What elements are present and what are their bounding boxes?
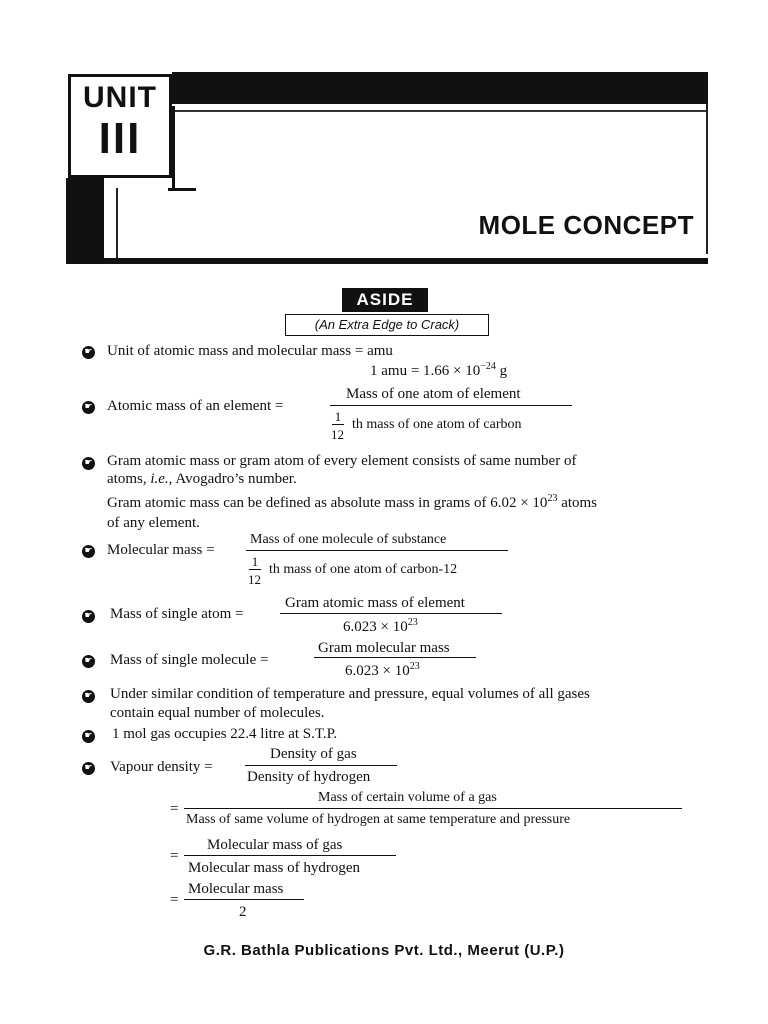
single-molecule-lhs: Mass of single molecule = xyxy=(110,652,269,668)
molecular-mass-denominator: th mass of one atom of carbon-12 xyxy=(269,562,458,577)
banner-side-bar xyxy=(66,178,104,264)
one-twelfth-line xyxy=(332,424,344,425)
chapter-banner xyxy=(66,70,708,264)
single-molecule-numerator: Gram molecular mass xyxy=(318,640,450,656)
banner-inner-rule xyxy=(116,188,118,258)
publisher-footer: G.R. Bathla Publications Pvt. Ltd., Meerut (U.P.) xyxy=(203,942,565,959)
vapour-density-numerator-2: Mass of certain volume of a gas xyxy=(318,790,497,805)
gram-atom-line-2: atoms, i.e., Avogadro’s number. xyxy=(107,471,297,487)
avogadro-law-line-2: contain equal number of molecules. xyxy=(110,705,325,721)
molar-volume: 1 mol gas occupies 22.4 litre at S.T.P. xyxy=(112,726,338,742)
molecular-mass-numerator: Mass of one molecule of substance xyxy=(250,532,447,547)
one-twelfth-numerator: 1 xyxy=(334,409,342,424)
equals-sign: = xyxy=(170,848,179,864)
one-twelfth-line xyxy=(249,569,261,570)
unit-box xyxy=(68,74,172,178)
atomic-mass-denominator: th mass of one atom of carbon xyxy=(352,417,522,432)
pointing-hand-icon: ☛ xyxy=(82,690,95,703)
gram-atom-line-3: Gram atomic mass can be defined as absolute mass in grams of $6.02 \times 10^{23}$ atoms xyxy=(107,493,598,511)
amu-value: 1 amu = $1.66 \times 10^{-24}$ g xyxy=(370,361,508,379)
banner-top-bar xyxy=(172,72,708,104)
pointing-hand-icon: ☛ xyxy=(82,457,95,470)
vapour-density-denominator: Density of hydrogen xyxy=(247,769,371,785)
fraction-line xyxy=(245,765,397,766)
atomic-mass-numerator: Mass of one atom of element xyxy=(346,386,521,402)
vapour-density-numerator: Density of gas xyxy=(270,746,357,762)
single-molecule-denominator: $6.023 \times 10^{23}$ xyxy=(345,661,420,679)
pointing-hand-icon: ☛ xyxy=(82,346,95,359)
pointing-hand-icon: ☛ xyxy=(82,762,95,775)
aside-subtitle: (An Extra Edge to Crack) xyxy=(285,314,489,336)
vapour-density-denominator-4: 2 xyxy=(239,904,247,920)
fraction-line xyxy=(330,405,572,406)
vapour-density-numerator-4: Molecular mass xyxy=(188,881,284,897)
pointing-hand-icon: ☛ xyxy=(82,610,95,623)
fraction-line xyxy=(184,899,304,900)
banner-bottom-bar xyxy=(66,258,708,264)
single-atom-lhs: Mass of single atom = xyxy=(110,606,244,622)
pointing-hand-icon: ☛ xyxy=(82,655,95,668)
vapour-density-denominator-3: Molecular mass of hydrogen xyxy=(188,860,361,876)
vapour-density-denominator-2: Mass of same volume of hydrogen at same temperature and pressure xyxy=(186,812,571,827)
atomic-mass-lhs: Atomic mass of an element = xyxy=(107,398,284,414)
fraction-line xyxy=(246,550,508,551)
pointing-hand-icon: ☛ xyxy=(82,730,95,743)
fraction-line xyxy=(184,855,396,856)
single-atom-denominator: $6.023 \times 10^{23}$ xyxy=(343,617,418,635)
fraction-line xyxy=(280,613,502,614)
molecular-mass-lhs: Molecular mass = xyxy=(107,542,215,558)
banner-hook-horizontal xyxy=(168,188,196,191)
avogadro-law-line-1: Under similar condition of temperature and pressure, equal volumes of all gases xyxy=(110,686,590,702)
equals-sign: = xyxy=(170,892,179,908)
unit-label: UNIT xyxy=(83,81,157,114)
equals-sign: = xyxy=(170,801,179,817)
one-twelfth-denominator: 12 xyxy=(331,427,344,442)
banner-right-rule xyxy=(706,104,708,254)
fraction-line xyxy=(184,808,682,809)
one-twelfth-denominator: 12 xyxy=(248,572,261,587)
gram-atom-line-4: of any element. xyxy=(107,515,200,531)
banner-hook-vertical xyxy=(172,106,175,190)
banner-rule xyxy=(172,110,708,112)
aside-label: ASIDE xyxy=(342,288,428,312)
gram-atom-line-1: Gram atomic mass or gram atom of every element consists of same number of xyxy=(107,453,577,469)
single-atom-numerator: Gram atomic mass of element xyxy=(285,595,465,611)
vapour-density-numerator-3: Molecular mass of gas xyxy=(207,837,343,853)
chapter-title: MOLE CONCEPT xyxy=(478,210,694,240)
amu-definition: Unit of atomic mass and molecular mass = amu xyxy=(107,343,393,359)
vapour-density-lhs: Vapour density = xyxy=(110,759,213,775)
one-twelfth-numerator: 1 xyxy=(251,554,259,569)
fraction-line xyxy=(314,657,476,658)
unit-number: III xyxy=(98,114,142,163)
pointing-hand-icon: ☛ xyxy=(82,545,95,558)
pointing-hand-icon: ☛ xyxy=(82,401,95,414)
